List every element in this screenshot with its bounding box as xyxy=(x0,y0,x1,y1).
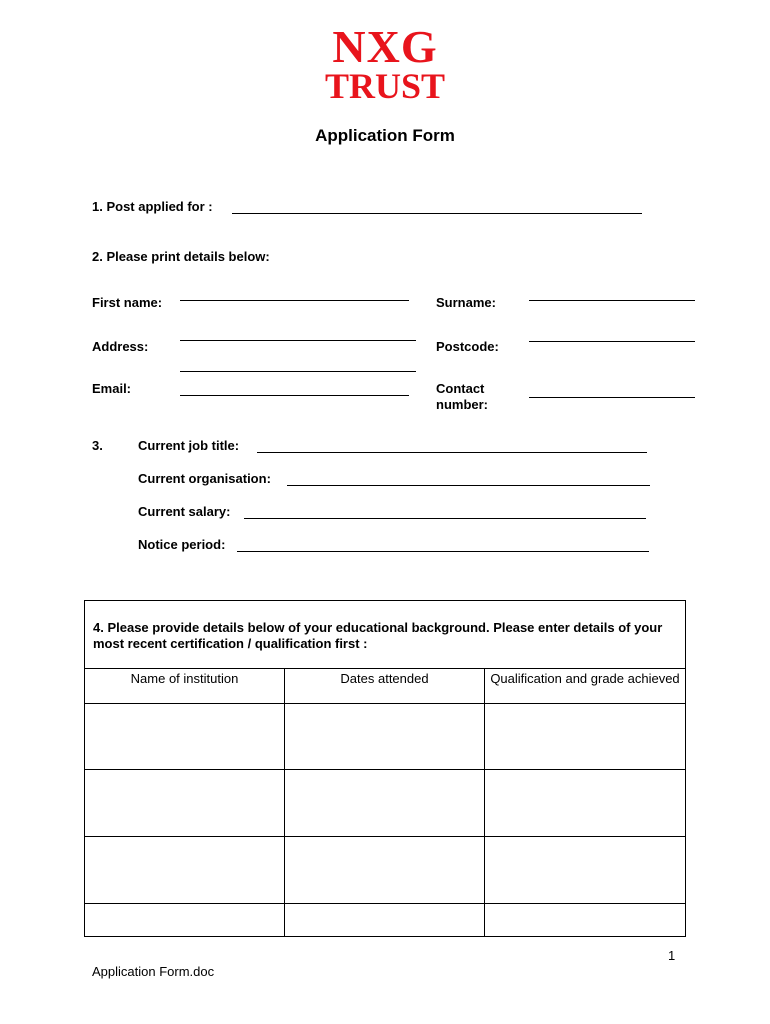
postcode-label: Postcode: xyxy=(436,339,499,354)
surname-label: Surname: xyxy=(436,295,496,310)
address-field-line-2[interactable] xyxy=(180,371,416,372)
email-field[interactable] xyxy=(180,395,409,396)
first-name-field[interactable] xyxy=(180,300,409,301)
qualification-cell[interactable] xyxy=(485,704,686,770)
qualification-cell[interactable] xyxy=(485,770,686,837)
job-title-label: Current job title: xyxy=(138,438,240,453)
table-row xyxy=(85,770,686,837)
dates-cell[interactable] xyxy=(285,704,485,770)
logo-trust: TRUST xyxy=(324,66,446,106)
institution-cell[interactable] xyxy=(85,704,285,770)
organisation-label: Current organisation: xyxy=(138,471,271,486)
contact-label-line-1: Contact xyxy=(436,381,485,396)
qualification-cell[interactable] xyxy=(485,904,686,937)
table-row xyxy=(85,904,686,937)
first-name-label: First name: xyxy=(92,295,163,310)
post-applied-label: 1. Post applied for : xyxy=(92,199,213,214)
address-label: Address: xyxy=(92,339,149,354)
col-header-institution: Name of institution xyxy=(85,669,285,704)
table-row xyxy=(85,837,686,904)
institution-cell[interactable] xyxy=(85,904,285,937)
contact-label-line-2: number: xyxy=(436,397,488,412)
col-header-qualification: Qualification and grade achieved xyxy=(485,669,686,704)
footer-filename: Application Form.doc xyxy=(92,964,215,979)
email-label: Email: xyxy=(92,381,132,396)
logo-nxg: NXG xyxy=(332,21,438,72)
post-applied-field[interactable] xyxy=(232,213,642,214)
notice-period-label: Notice period: xyxy=(138,537,226,552)
postcode-field[interactable] xyxy=(529,341,695,342)
dates-cell[interactable] xyxy=(285,770,485,837)
salary-label: Current salary: xyxy=(138,504,231,519)
page-number: 1 xyxy=(668,948,676,963)
institution-cell[interactable] xyxy=(85,770,285,837)
contact-number-label xyxy=(436,381,488,413)
institution-cell[interactable] xyxy=(85,837,285,904)
table-row xyxy=(85,704,686,770)
col-header-dates: Dates attended xyxy=(285,669,485,704)
qualification-cell[interactable] xyxy=(485,837,686,904)
contact-number-field[interactable] xyxy=(529,397,695,398)
address-field-line-1[interactable] xyxy=(180,340,416,341)
dates-cell[interactable] xyxy=(285,904,485,937)
job-title-field[interactable] xyxy=(257,452,647,453)
print-details-label: 2. Please print details below: xyxy=(92,249,270,264)
dates-cell[interactable] xyxy=(285,837,485,904)
notice-period-field[interactable] xyxy=(237,551,649,552)
page-title: Application Form xyxy=(315,126,455,145)
surname-field[interactable] xyxy=(529,300,695,301)
education-table xyxy=(84,600,686,937)
salary-field[interactable] xyxy=(244,518,646,519)
organisation-field[interactable] xyxy=(287,485,650,486)
education-intro: 4. Please provide details below of your educational background. Please enter details of your most recent certification / qualification first : xyxy=(85,601,686,669)
section3-number: 3. xyxy=(92,438,103,453)
